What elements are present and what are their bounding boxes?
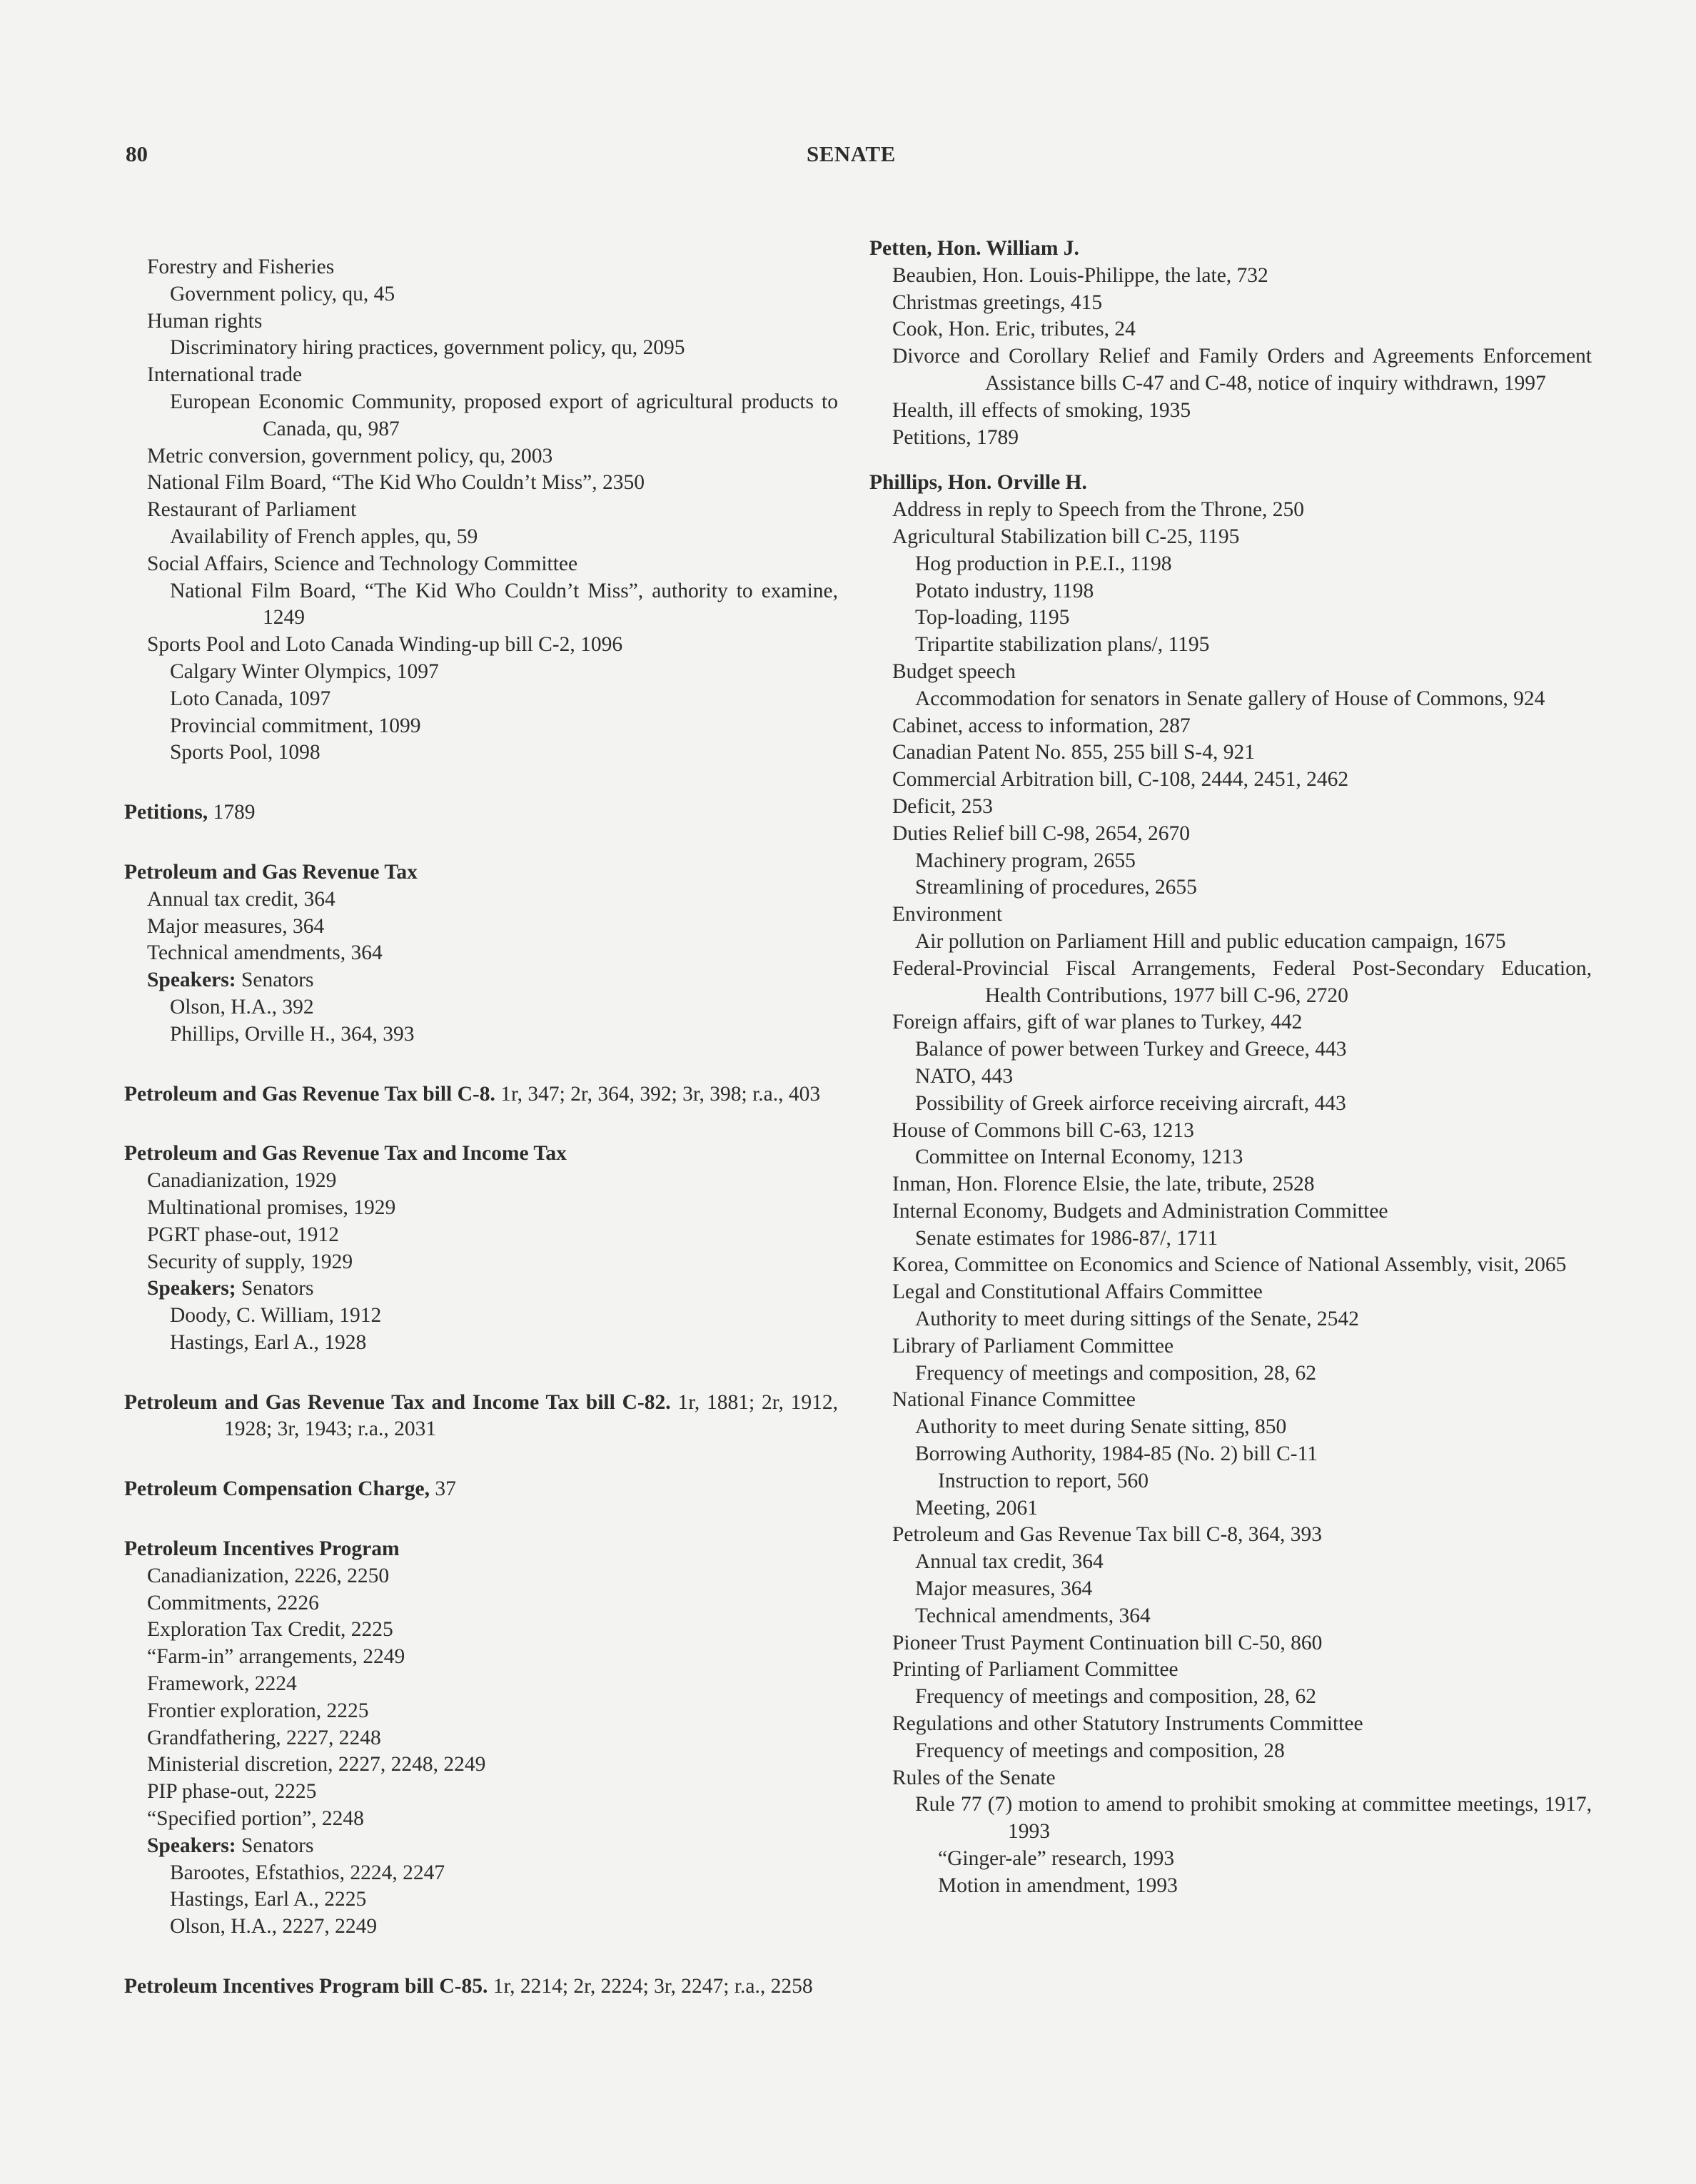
entry-text: Balance of power between Turkey and Greece, 443 xyxy=(915,1038,1347,1061)
index-subentry xyxy=(124,1222,838,1249)
index-subentry xyxy=(124,940,838,967)
index-subentry xyxy=(869,1495,1592,1522)
index-subentry xyxy=(124,281,838,308)
entry-text: Phillips, Orville H., 364, 393 xyxy=(170,1022,415,1046)
index-subentry xyxy=(124,886,838,914)
heading-text: Petroleum Compensation Charge, xyxy=(124,1477,430,1501)
entry-text: Senate estimates for 1986-87/, 1711 xyxy=(915,1226,1218,1250)
entry-text: Annual tax credit, 364 xyxy=(915,1550,1104,1574)
index-subentry xyxy=(124,659,838,686)
heading-text: Petten, Hon. William J. xyxy=(869,237,1079,260)
index-subentry xyxy=(124,1249,838,1276)
index-subentry xyxy=(869,1118,1592,1145)
index-subentry xyxy=(124,1751,838,1779)
heading-text: Petroleum and Gas Revenue Tax and Income Tax xyxy=(124,1142,567,1166)
entry-text: National Finance Committee xyxy=(892,1388,1136,1412)
index-subentry xyxy=(869,1171,1592,1198)
entry-text: Frequency of meetings and composition, 28 xyxy=(915,1739,1285,1762)
entry-text: Ministerial discretion, 2227, 2248, 2249 xyxy=(147,1753,486,1776)
index-subentry xyxy=(869,524,1592,551)
entry-text: 1r, 347; 2r, 364, 392; 3r, 398; r.a., 403 xyxy=(495,1082,821,1106)
entry-text: Authority to meet during Senate sitting, 850 xyxy=(915,1415,1287,1439)
entry-text: Budget speech xyxy=(892,659,1016,683)
entry-text: Accommodation for senators in Senate gallery of House of Commons, 924 xyxy=(915,687,1545,710)
entry-text: Exploration Tax Credit, 2225 xyxy=(147,1618,393,1642)
index-subentry xyxy=(124,1671,838,1698)
entry-text: National Film Board, “The Kid Who Couldn’t Miss”, authority to examine, 1249 xyxy=(170,579,838,630)
index-subentry xyxy=(869,1441,1592,1468)
index-subentry xyxy=(124,443,838,470)
index-subentry xyxy=(869,1279,1592,1306)
entry-text: Possibility of Greek airforce receiving aircraft, 443 xyxy=(915,1091,1346,1115)
index-subentry xyxy=(869,578,1592,605)
index-subentry xyxy=(124,524,838,551)
index-subentry xyxy=(124,1725,838,1752)
entry-text: 1789 xyxy=(208,801,256,824)
entry-text: PGRT phase-out, 1912 xyxy=(147,1223,339,1246)
index-heading xyxy=(124,1476,838,1503)
entry-text: Sports Pool, 1098 xyxy=(170,741,320,764)
heading-text: Phillips, Hon. Orville H. xyxy=(869,471,1087,495)
index-heading xyxy=(124,1390,838,1444)
index-subentry xyxy=(869,1791,1592,1846)
index-subentry xyxy=(124,1275,838,1303)
index-subentry xyxy=(124,389,838,443)
speakers-label: Speakers: xyxy=(147,1834,236,1857)
entry-text: Federal-Provincial Fiscal Arrangements, Federal Post-Secondary Education, Health Contributions, 1977 bill C-96, 2720 xyxy=(892,956,1592,1007)
entry-text: Divorce and Corollary Relief and Family Orders and Agreements Enforcement Assistance bills C-47 and C-48, notice of inquiry withdrawn, 1997 xyxy=(892,345,1592,395)
entry-text: Rules of the Senate xyxy=(892,1766,1056,1789)
entry-text: Provincial commitment, 1099 xyxy=(170,714,421,737)
entry-text: Petroleum and Gas Revenue Tax bill C-8, 364, 393 xyxy=(892,1523,1323,1547)
entry-text: Duties Relief bill C-98, 2654, 2670 xyxy=(892,821,1191,845)
entry-text: Regulations and other Statutory Instruments Committee xyxy=(892,1712,1363,1736)
index-subentry xyxy=(869,794,1592,821)
entry-text: Olson, H.A., 2227, 2249 xyxy=(170,1915,378,1938)
index-subentry xyxy=(869,605,1592,632)
index-subentry xyxy=(869,1414,1592,1441)
index-subentry xyxy=(869,848,1592,875)
index-heading xyxy=(869,470,1592,497)
heading-text: Petroleum and Gas Revenue Tax and Income Tax bill C-82. xyxy=(124,1390,671,1414)
entry-text: Sports Pool and Loto Canada Winding-up bill C-2, 1096 xyxy=(147,633,623,657)
entry-text: Frequency of meetings and composition, 28, 62 xyxy=(915,1361,1317,1385)
entry-text: Discriminatory hiring practices, government policy, qu, 2095 xyxy=(170,336,685,360)
index-heading xyxy=(124,1973,838,2001)
index-subentry xyxy=(124,1563,838,1590)
index-subentry xyxy=(124,994,838,1021)
index-subentry xyxy=(869,1225,1592,1253)
index-subentry xyxy=(124,335,838,362)
entry-text: PIP phase-out, 2225 xyxy=(147,1780,317,1804)
index-subentry xyxy=(124,470,838,497)
entry-text: Legal and Constitutional Affairs Committee xyxy=(892,1280,1263,1304)
entry-text: Canadianization, 1929 xyxy=(147,1169,337,1193)
index-subentry xyxy=(124,1860,838,1887)
entry-text: Instruction to report, 560 xyxy=(938,1469,1149,1492)
index-subentry xyxy=(869,497,1592,524)
index-subentry xyxy=(124,1913,838,1941)
index-subentry xyxy=(869,1603,1592,1630)
entry-text: Senators xyxy=(236,1277,314,1300)
entry-text: Senators xyxy=(236,1834,314,1857)
entry-text: Hastings, Earl A., 2225 xyxy=(170,1888,367,1911)
entry-text: Air pollution on Parliament Hill and public education campaign, 1675 xyxy=(915,929,1506,953)
index-subentry xyxy=(124,1330,838,1357)
index-subentry xyxy=(869,632,1592,659)
entry-text: Social Affairs, Science and Technology Committee xyxy=(147,552,578,575)
entry-text: Foreign affairs, gift of war planes to Turkey, 442 xyxy=(892,1011,1303,1034)
entry-text: Meeting, 2061 xyxy=(915,1496,1039,1520)
index-subentry xyxy=(869,1522,1592,1549)
entry-text: Machinery program, 2655 xyxy=(915,849,1136,872)
entry-text: Major measures, 364 xyxy=(915,1577,1093,1601)
entry-text: Annual tax credit, 364 xyxy=(147,887,335,911)
entry-text: Metric conversion, government policy, qu, 2003 xyxy=(147,444,553,467)
index-subentry xyxy=(869,290,1592,317)
index-subentry xyxy=(869,343,1592,398)
entry-text: Canadian Patent No. 855, 255 bill S-4, 921 xyxy=(892,741,1256,764)
index-subentry xyxy=(869,1387,1592,1414)
index-subentry xyxy=(869,1549,1592,1576)
entry-text: Potato industry, 1198 xyxy=(915,579,1094,602)
index-subentry xyxy=(869,1630,1592,1657)
entry-text: Rule 77 (7) motion to amend to prohibit smoking at committee meetings, 1917, 1993 xyxy=(915,1793,1592,1844)
entry-text: Olson, H.A., 392 xyxy=(170,995,314,1018)
entry-text: Senators xyxy=(236,969,314,992)
entry-text: Frequency of meetings and composition, 28, 62 xyxy=(915,1685,1317,1709)
index-subentry xyxy=(869,263,1592,290)
index-subentry xyxy=(124,1617,838,1644)
index-subentry xyxy=(869,713,1592,740)
index-subentry xyxy=(869,1360,1592,1387)
entry-text: Availability of French apples, qu, 59 xyxy=(170,525,478,548)
index-subentry xyxy=(869,1468,1592,1495)
index-subentry xyxy=(869,1711,1592,1738)
index-subentry xyxy=(124,1806,838,1833)
index-subentry xyxy=(869,659,1592,686)
entry-text: Address in reply to Speech from the Throne, 250 xyxy=(892,498,1305,522)
index-subentry xyxy=(869,739,1592,767)
entry-text: Cook, Hon. Eric, tributes, 24 xyxy=(892,318,1136,341)
index-subentry xyxy=(124,1021,838,1048)
index-subentry xyxy=(869,874,1592,901)
entry-text: Grandfathering, 2227, 2248 xyxy=(147,1726,381,1749)
index-subentry xyxy=(124,686,838,713)
index-heading xyxy=(869,236,1592,263)
index-subentry xyxy=(124,632,838,659)
page-number: 80 xyxy=(126,141,148,166)
index-subentry xyxy=(124,362,838,389)
entry-text: Agricultural Stabilization bill C-25, 1195 xyxy=(892,525,1240,548)
entry-text: Restaurant of Parliament xyxy=(147,498,357,522)
entry-text: Cabinet, access to information, 287 xyxy=(892,714,1191,737)
entry-text: Government policy, qu, 45 xyxy=(170,282,395,305)
entry-text: House of Commons bill C-63, 1213 xyxy=(892,1118,1194,1142)
index-subentry xyxy=(869,1009,1592,1036)
entry-text: “Farm-in” arrangements, 2249 xyxy=(147,1645,405,1669)
index-subentry xyxy=(869,1576,1592,1603)
index-subentry xyxy=(869,901,1592,929)
index-subentry xyxy=(869,1306,1592,1333)
entry-text: Printing of Parliament Committee xyxy=(892,1658,1178,1682)
index-subentry xyxy=(869,1684,1592,1711)
entry-text: NATO, 443 xyxy=(915,1064,1014,1088)
index-subentry xyxy=(869,1091,1592,1118)
entry-text: Committee on Internal Economy, 1213 xyxy=(915,1146,1243,1169)
index-subentry xyxy=(869,1846,1592,1873)
index-heading xyxy=(124,799,838,826)
entry-text: 37 xyxy=(429,1477,456,1501)
index-heading xyxy=(124,1536,838,1563)
entry-text: Motion in amendment, 1993 xyxy=(938,1874,1178,1897)
entry-text: Technical amendments, 364 xyxy=(147,941,383,965)
index-subentry xyxy=(124,1303,838,1330)
entry-text: Internal Economy, Budgets and Administration Committee xyxy=(892,1199,1388,1223)
index-subentry xyxy=(124,739,838,767)
entry-text: Tripartite stabilization plans/, 1195 xyxy=(915,633,1210,657)
heading-text: Petroleum Incentives Program bill C-85. xyxy=(124,1975,488,1998)
entry-text: Pioneer Trust Payment Continuation bill C-50, 860 xyxy=(892,1631,1323,1654)
entry-text: Barootes, Efstathios, 2224, 2247 xyxy=(170,1861,445,1884)
index-subentry xyxy=(869,1198,1592,1225)
index-subentry xyxy=(124,1779,838,1806)
index-subentry xyxy=(869,1657,1592,1684)
index-subentry xyxy=(869,767,1592,794)
entry-text: Petitions, 1789 xyxy=(892,425,1019,449)
index-subentry xyxy=(869,956,1592,1010)
heading-text: Petroleum Incentives Program xyxy=(124,1537,400,1561)
entry-text: Framework, 2224 xyxy=(147,1672,297,1696)
entry-text: Calgary Winter Olympics, 1097 xyxy=(170,659,439,683)
entry-text: Technical amendments, 364 xyxy=(915,1604,1151,1627)
entry-text: Environment xyxy=(892,903,1003,926)
index-subentry xyxy=(124,254,838,281)
entry-text: European Economic Community, proposed export of agricultural products to Canada, qu, 987 xyxy=(170,390,838,440)
index-subentry xyxy=(124,1886,838,1913)
index-column-left xyxy=(124,254,838,2001)
entry-text: 1r, 1881; 2r, 1912, 1928; 3r, 1943; r.a., 2031 xyxy=(224,1390,839,1441)
entry-text: Commercial Arbitration bill, C-108, 2444, 2451, 2462 xyxy=(892,768,1349,792)
entry-text: Loto Canada, 1097 xyxy=(170,687,331,710)
index-subentry xyxy=(869,398,1592,425)
entry-text: Streamlining of procedures, 2655 xyxy=(915,876,1197,899)
entry-text: Security of supply, 1929 xyxy=(147,1250,353,1273)
index-subentry xyxy=(869,929,1592,956)
index-subentry xyxy=(869,1036,1592,1063)
entry-text: Hastings, Earl A., 1928 xyxy=(170,1330,367,1354)
running-head: SENATE xyxy=(807,141,896,166)
index-subentry xyxy=(869,1873,1592,1900)
index-subentry xyxy=(869,1738,1592,1765)
index-subentry xyxy=(124,551,838,578)
index-subentry xyxy=(124,308,838,335)
entry-text: “Ginger-ale” research, 1993 xyxy=(938,1847,1175,1871)
index-subentry xyxy=(124,1698,838,1725)
index-subentry xyxy=(869,1144,1592,1171)
heading-text: Petroleum and Gas Revenue Tax xyxy=(124,860,418,884)
entry-text: Commitments, 2226 xyxy=(147,1591,319,1614)
entry-text: Frontier exploration, 2225 xyxy=(147,1699,369,1722)
index-subentry xyxy=(124,1644,838,1671)
entry-text: International trade xyxy=(147,363,303,387)
heading-text: Petitions, xyxy=(124,801,208,824)
entry-text: Major measures, 364 xyxy=(147,914,325,938)
entry-text: Canadianization, 2226, 2250 xyxy=(147,1564,390,1587)
index-subentry xyxy=(869,316,1592,343)
speakers-label: Speakers: xyxy=(147,969,236,992)
entry-text: Authority to meet during sittings of the Senate, 2542 xyxy=(915,1308,1359,1331)
index-subentry xyxy=(869,686,1592,713)
index-subentry xyxy=(124,1195,838,1222)
index-subentry xyxy=(124,497,838,524)
entry-text: “Specified portion”, 2248 xyxy=(147,1807,364,1831)
index-heading xyxy=(124,1081,838,1108)
entry-text: Korea, Committee on Economics and Science of National Assembly, visit, 2065 xyxy=(892,1253,1567,1277)
index-subentry xyxy=(124,713,838,740)
index-subentry xyxy=(869,1063,1592,1091)
entry-text: Library of Parliament Committee xyxy=(892,1334,1174,1358)
index-subentry xyxy=(869,1333,1592,1360)
entry-text: National Film Board, “The Kid Who Couldn’t Miss”, 2350 xyxy=(147,471,645,495)
index-subentry xyxy=(124,1168,838,1195)
entry-text: Multinational promises, 1929 xyxy=(147,1195,396,1219)
entry-text: Top-loading, 1195 xyxy=(915,606,1070,630)
entry-text: Forestry and Fisheries xyxy=(147,256,335,278)
index-subentry xyxy=(869,1765,1592,1792)
index-heading xyxy=(124,859,838,886)
index-heading xyxy=(124,1141,838,1168)
entry-text: 1r, 2214; 2r, 2224; 3r, 2247; r.a., 2258 xyxy=(488,1975,813,1998)
entry-text: Doody, C. William, 1912 xyxy=(170,1304,382,1328)
entry-text: Inman, Hon. Florence Elsie, the late, tribute, 2528 xyxy=(892,1173,1315,1196)
entry-text: Health, ill effects of smoking, 1935 xyxy=(892,398,1191,422)
index-subentry xyxy=(869,1252,1592,1279)
index-subentry xyxy=(869,425,1592,452)
index-subentry xyxy=(869,551,1592,578)
entry-text: Beaubien, Hon. Louis-Philippe, the late, 732 xyxy=(892,263,1268,287)
entry-text: Hog production in P.E.I., 1198 xyxy=(915,552,1172,575)
index-subentry xyxy=(124,967,838,994)
heading-text: Petroleum and Gas Revenue Tax bill C-8. xyxy=(124,1082,495,1106)
entry-text: Borrowing Authority, 1984-85 (No. 2) bill C-11 xyxy=(915,1442,1318,1466)
index-subentry xyxy=(124,1590,838,1617)
index-subentry xyxy=(869,821,1592,848)
index-subentry xyxy=(124,914,838,941)
index-subentry xyxy=(124,1833,838,1860)
index-subentry xyxy=(124,578,838,632)
entry-text: Deficit, 253 xyxy=(892,794,993,818)
entry-text: Christmas greetings, 415 xyxy=(892,290,1103,314)
index-column-right xyxy=(869,236,1592,1900)
speakers-label: Speakers; xyxy=(147,1277,236,1300)
entry-text: Human rights xyxy=(147,309,263,333)
